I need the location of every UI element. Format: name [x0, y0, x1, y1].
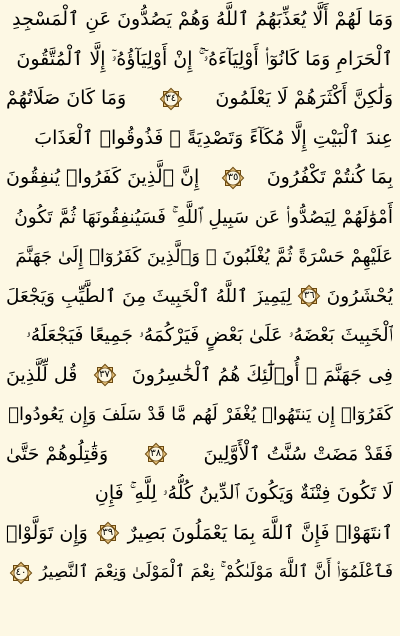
verse-text: لِيَمِيزَ ٱللَّهُ ٱلْخَبِيثَ مِنَ ٱلطَّيِّبِ وَيَجْعَلَ [6, 285, 292, 307]
text-line [6, 316, 393, 356]
verse-text: إِنَّ ٱلَّذِينَ كَفَرُوا۟ يُنفِقُونَ [6, 166, 200, 188]
text-line [6, 79, 393, 119]
ayah-number: ٣٤ [165, 92, 177, 104]
verse-text: عَلَيْهِمْ حَسْرَةً ثُمَّ يُغْلَبُونَ ۗ وَٱلَّذِينَ كَفَرُوٓا۟ إِلَىٰ جَهَنَّمَ [15, 246, 393, 267]
verse-text: كَفَرُوٓا۟ إِن يَنتَهُوا۟ يُغْفَرْ لَهُم مَّا قَدْ سَلَفَ وَإِن يَعُودُوا۟ [8, 404, 393, 425]
text-line [6, 277, 393, 317]
ayah-number-marker [93, 363, 117, 387]
verse-text: وَإِن تَوَلَّوْا۟ [6, 521, 88, 544]
verse-text: أَمْوَٰلَهُمْ لِيَصُدُّوا۟ عَن سَبِيلِ ٱللَّهِ ۚ فَسَيُنفِقُونَهَا ثُمَّ تَكُونُ [14, 206, 393, 228]
verse-text: فَٱعْلَمُوٓا۟ أَنَّ ٱللَّهَ مَوْلَىٰكُمْ ۚ نِعْمَ ٱلْمَوْلَىٰ وَنِعْمَ ٱلنَّصِيرُ [39, 562, 393, 582]
text-line [6, 356, 393, 396]
verse-text: يُحْشَرُونَ [326, 285, 393, 307]
ayah-number: ٣٦ [303, 290, 315, 302]
verse-text: قُل لِّلَّذِينَ [6, 363, 78, 386]
text-line [6, 395, 393, 435]
ayah-number-marker [144, 442, 168, 466]
verse-text: وَقَٰتِلُوهُمْ حَتَّىٰ [6, 442, 109, 465]
text-line [6, 198, 393, 238]
verse-text: فَقَدْ مَضَتْ سُنَّتُ ٱلْأَوَّلِينَ [203, 442, 393, 465]
text-line [6, 119, 393, 159]
verse-text: وَمَا كَانَ صَلَاتُهُمْ [6, 87, 127, 109]
ayah-number-marker [221, 166, 245, 190]
text-line [6, 435, 393, 475]
verse-text: ٱلْحَرَامِ وَمَا كَانُوٓا۟ أَوْلِيَآءَهُۥٓ ۚ إِنْ أَوْلِيَآؤُهُۥٓ إِلَّا ٱلْمُتَّقُونَ [16, 47, 393, 70]
text-line [6, 40, 393, 80]
verse-text: لَا تَكُونَ فِتْنَةٌ وَيَكُونَ ٱلدِّينُ كُلُّهُۥ لِلَّهِ ۚ فَإِنِ [94, 482, 393, 504]
text-line [6, 0, 393, 40]
text-line [6, 514, 393, 554]
verse-text: ٱنتَهَوْا۟ فَإِنَّ ٱللَّهَ بِمَا يَعْمَلُونَ بَصِيرٌ [127, 521, 393, 544]
ayah-number-marker [96, 521, 120, 545]
ayah-number-marker [159, 87, 183, 111]
ayah-number: ٤٠ [15, 566, 27, 578]
text-line [6, 237, 393, 277]
ayah-number-marker [9, 561, 33, 585]
text-line [6, 158, 393, 198]
ayah-number: ٣٨ [150, 448, 162, 460]
verse-text: ٱلْخَبِيثَ بَعْضَهُۥ عَلَىٰ بَعْضٍ فَيَرْكُمَهُۥ جَمِيعًا فَيَجْعَلَهُۥ [26, 324, 393, 346]
ayah-number: ٣٧ [99, 369, 110, 381]
verse-text: وَمَا لَهُمْ أَلَّا يُعَذِّبَهُمُ ٱللَّهُ وَهُمْ يَصُدُّونَ عَنِ ٱلْمَسْجِدِ [12, 8, 393, 30]
verse-text: فِى جَهَنَّمَ ۚ أُو۟لَٰٓئِكَ هُمُ ٱلْخَٰسِرُونَ [131, 363, 393, 386]
ayah-number: ٣٥ [227, 171, 239, 183]
verse-text: وَلَٰكِنَّ أَكْثَرَهُمْ لَا يَعْلَمُونَ [215, 87, 393, 109]
text-line [6, 474, 393, 514]
text-line [6, 553, 393, 593]
ayah-number-marker [297, 284, 321, 308]
verse-text: عِندَ ٱلْبَيْتِ إِلَّا مُكَآءً وَتَصْدِيَةً ۚ فَذُوقُوا۟ ٱلْعَذَابَ [34, 126, 393, 149]
ayah-number: ٣٩ [102, 527, 114, 539]
verse-text: بِمَا كُنتُمْ تَكْفُرُونَ [266, 166, 393, 188]
